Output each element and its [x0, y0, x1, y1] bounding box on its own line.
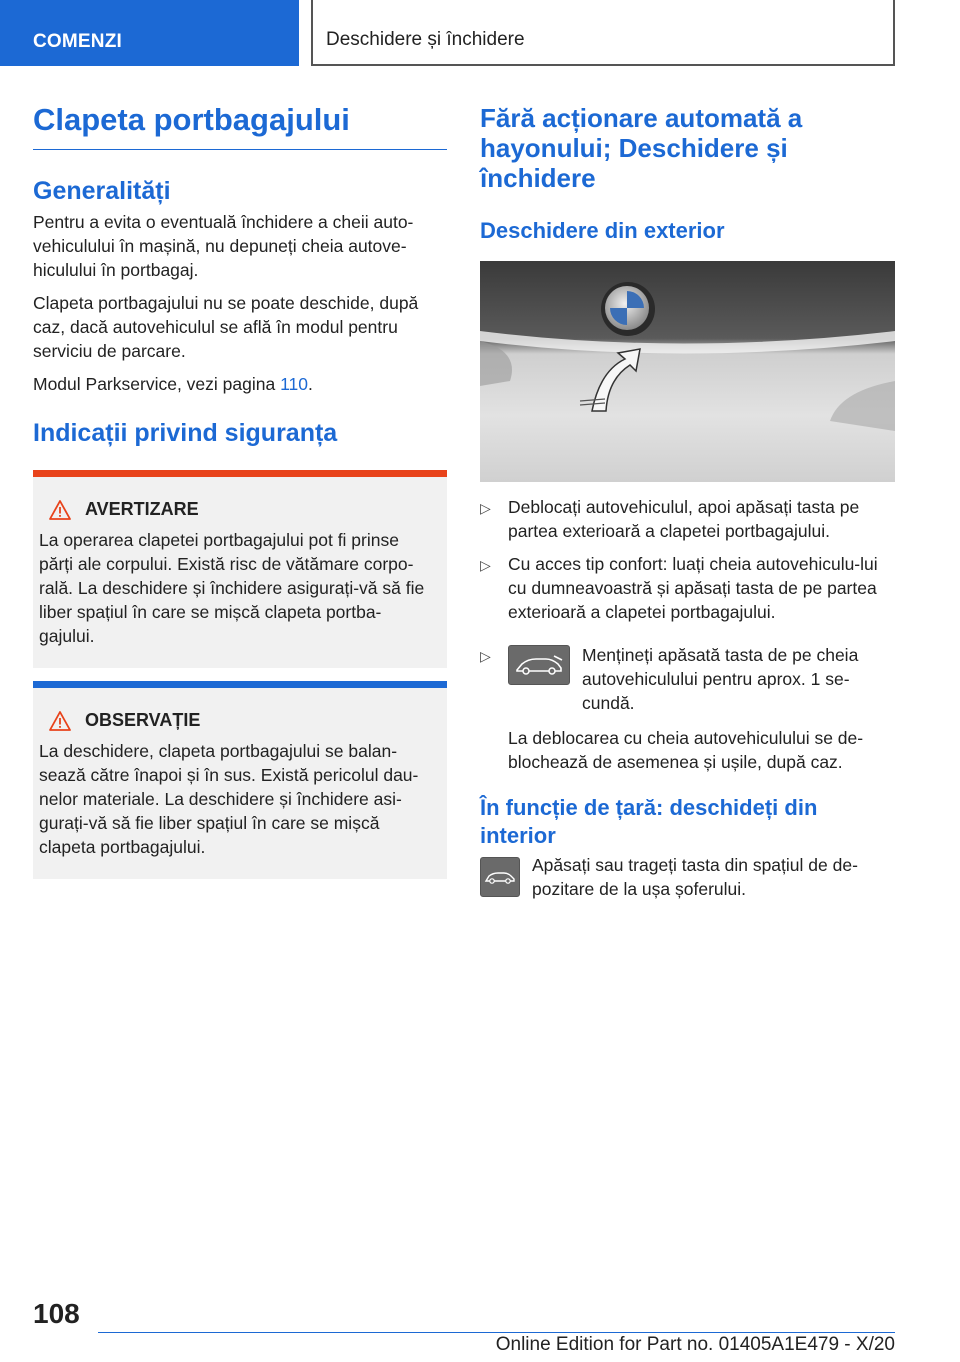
warning-title-text: AVERTIZARE	[85, 499, 199, 519]
bullet-text-2: Cu acces tip confort: luați cheia autovehiculu-lui cu dumneavoastră și apăsați tasta de pe partea exterioară a clapetei portbagajului.	[508, 554, 878, 622]
period-text: .	[307, 374, 313, 394]
interior-text: Apăsați sau trageți tasta din spațiul de de-pozitare de la ușa șoferului.	[532, 855, 858, 899]
car-tailgate-icon	[480, 857, 520, 897]
page-title: Clapeta portbagajului	[33, 100, 447, 150]
bullet-3-note: La deblocarea cu cheia autovehiculului se de-blochează de asemenea și ușile, după caz.	[508, 728, 864, 772]
tailgate-button-photo	[480, 261, 895, 482]
manual-tailgate-heading: Fără acționare automată a hayonului; Deschidere și închidere	[480, 103, 803, 193]
observation-text: La deschidere, clapeta portbagajului se balan-sează către înapoi și în sus. Există pericolul dau-nelor materiale. La deschidere și închidere asi-gurați-vă să fie liber spațiul în care se mișcă clapeta portbagajului.	[39, 741, 419, 857]
car-key-button-image	[508, 645, 570, 715]
footer-edition: Online Edition for Part no. 01405A1E479 - X/20	[495, 1334, 895, 1355]
parkservice-text: Modul Parkservice, vezi pagina	[33, 374, 281, 394]
list-item	[480, 643, 895, 774]
car-tailgate-icon	[508, 645, 570, 685]
observation-notice	[33, 681, 447, 879]
list-item	[480, 552, 895, 624]
section-tab[interactable]: COMENZI	[0, 0, 299, 66]
chapter-tab[interactable]: Deschidere și închidere	[311, 0, 895, 66]
general-paragraph-1: Pentru a evita o eventuală închidere a cheii auto-vehiculului în mașină, nu depuneți cheia autove-hiculului în portbagaj.	[33, 212, 414, 280]
triangle-bullet-icon: ▷	[480, 500, 491, 516]
list-item	[480, 495, 895, 543]
bullet-text-3: Mențineți apăsată tasta de pe cheia autovehiculului pentru aprox. 1 se-cundă.	[582, 645, 859, 713]
warning-title	[49, 499, 435, 520]
footer-divider	[98, 1332, 895, 1333]
page-number: 108	[33, 1298, 80, 1329]
right-column	[480, 100, 895, 901]
observation-title-text: OBSERVAȚIE	[85, 710, 201, 730]
triangle-bullet-icon: ▷	[480, 557, 491, 573]
interior-heading: În funcție de țară: deschideți din interior	[480, 795, 818, 848]
observation-title	[49, 710, 435, 731]
triangle-bullet-icon: ▷	[480, 648, 491, 664]
general-paragraph-3	[33, 372, 447, 396]
exterior-heading: Deschidere din exterior	[480, 218, 725, 243]
general-heading: Generalități	[33, 177, 171, 205]
warning-notice	[33, 470, 447, 668]
bullet-text-1: Deblocați autovehiculul, apoi apăsați tasta pe partea exterioară a clapetei portbagajului.	[508, 497, 860, 541]
general-paragraph-2: Clapeta portbagajului nu se poate deschide, după caz, dacă autovehiculul se află în modul pentru serviciu de parcare.	[33, 293, 419, 361]
interior-instruction	[480, 853, 895, 901]
page-header	[0, 0, 960, 66]
page-link[interactable]: 110	[280, 374, 308, 394]
safety-heading: Indicații privind siguranța	[33, 419, 338, 447]
left-column	[33, 100, 447, 879]
warning-triangle-icon	[49, 500, 71, 520]
tailgate-photo-illustration	[480, 261, 895, 482]
bullet-3-content	[508, 643, 895, 774]
warning-triangle-icon	[49, 711, 71, 731]
warning-text: La operarea clapetei portbagajului pot fi prinse părți ale corpului. Există risc de vătămare corpo-rală. La deschidere și închidere asigurați-vă să fie liber spațiul în care se mișcă clapeta portba-gajului.	[39, 530, 425, 646]
